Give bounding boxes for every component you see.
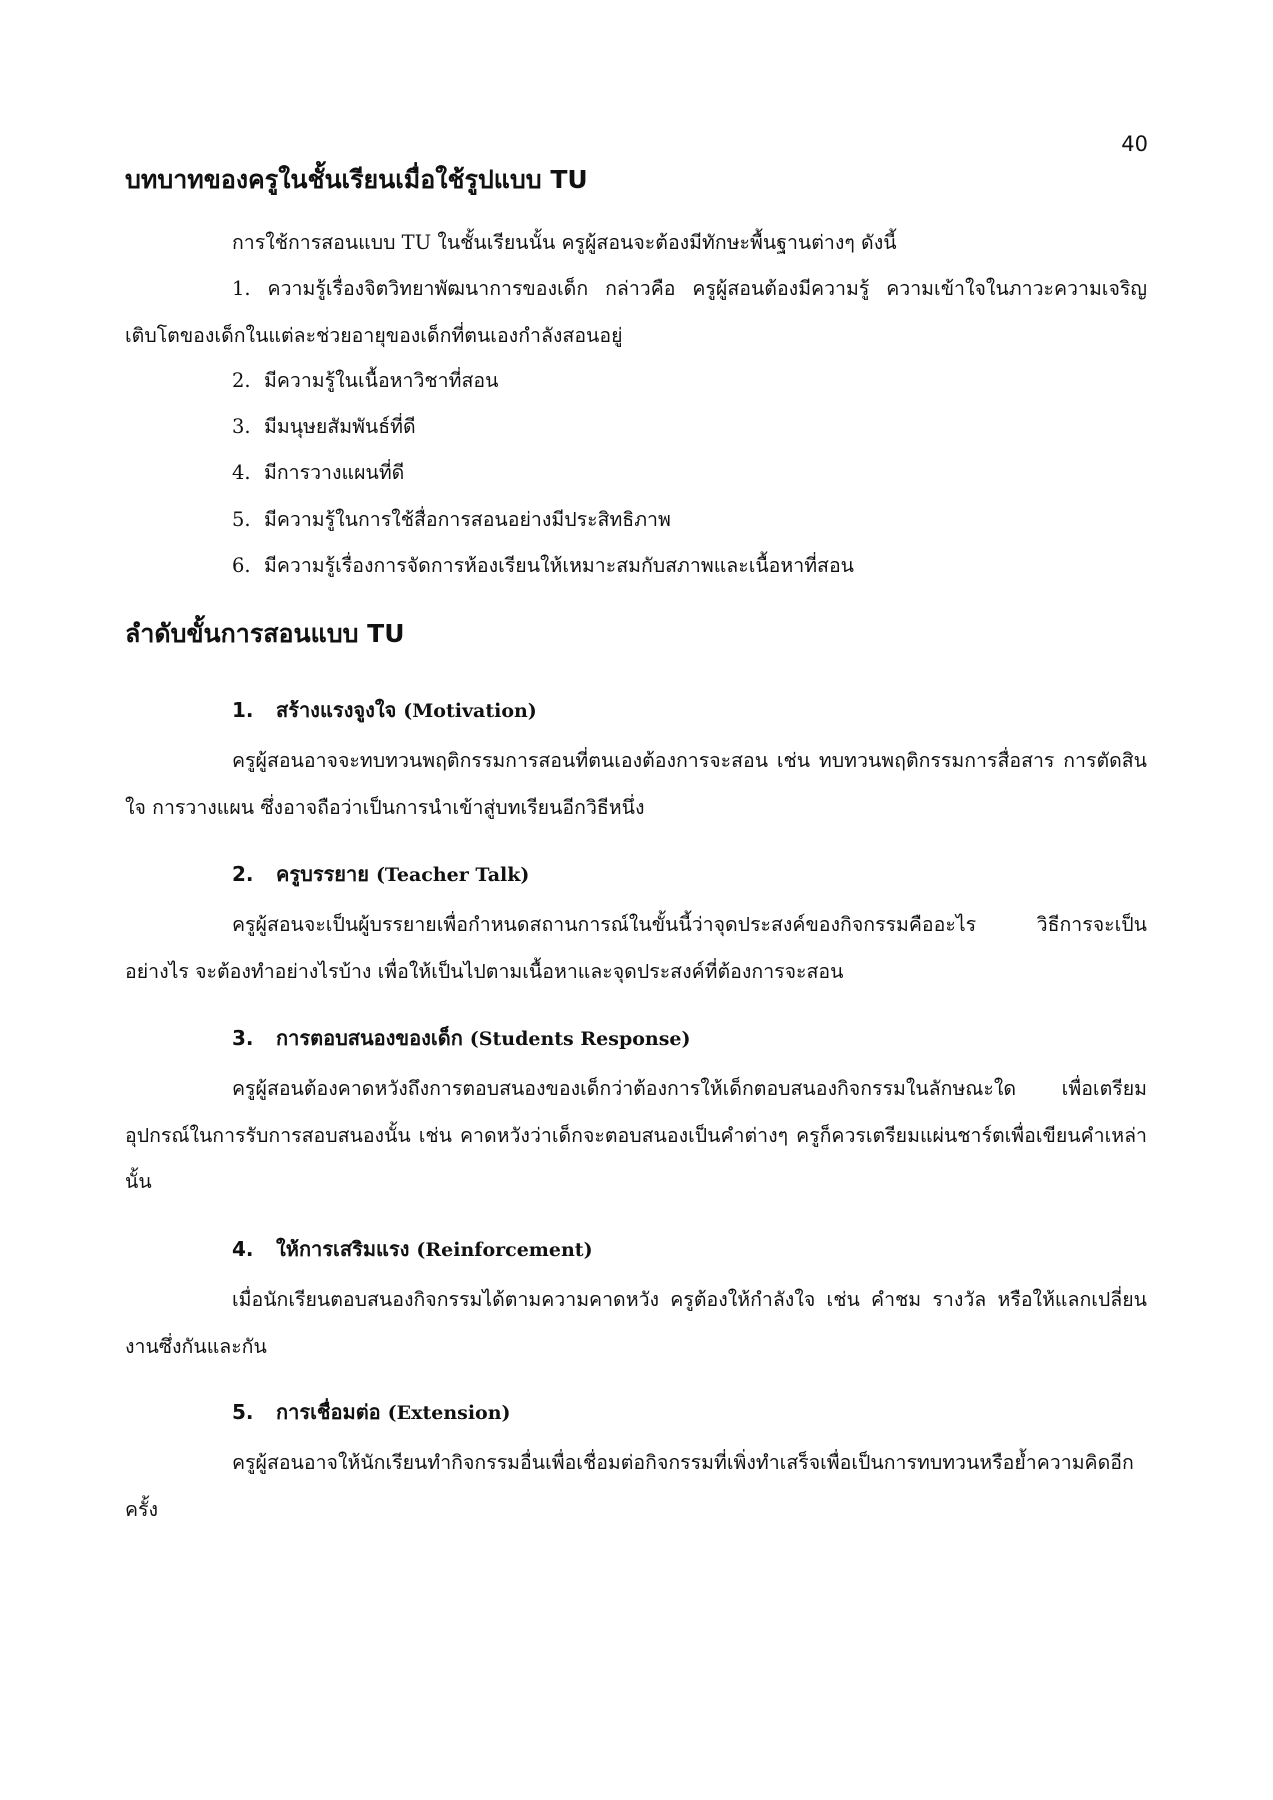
step-paragraph-1: ครูผู้สอนอาจจะทบทวนพฤติกรรมการสอนที่ตนเองต้องการจะสอน เช่น ทบทวนพฤติกรรมการสื่อสาร การตัดสินใจ การวางแผน ซึ่งอาจถือว่าเป็นการนำเข้าสู่บทเรียนอีกวิธีหนึ่ง [125,749,1147,819]
step-number: 5. [232,1400,254,1424]
step-title-en: (Extension) [387,1402,511,1424]
step-title-en: (Students Response) [469,1028,691,1050]
step-heading-5 [232,1398,511,1427]
step-title-th: ครูบรรยาย [276,862,369,886]
step-title-th: การเชื่อมต่อ [276,1400,381,1424]
step-paragraph-4: เมื่อนักเรียนตอบสนองกิจกรรมได้ตามความคาดหวัง ครูต้องให้กำลังใจ เช่น คำชม รางวัล หรือให้แลกเปลี่ยนงานซึ่งกันและกัน [125,1288,1147,1358]
step-paragraph-5: ครูผู้สอนอาจให้นักเรียนทำกิจกรรมอื่นเพื่อเชื่อมต่อกิจกรรมที่เพิ่งทำเสร็จเพื่อเป็นการทบทวนหรือย้ำความคิดอีกครั้ง [125,1451,1134,1521]
list-item-number: 2. [232,369,251,392]
intro-paragraph: การใช้การสอนแบบ TU ในชั้นเรียนนั้น ครูผู้สอนจะต้องมีทักษะพื้นฐานต่างๆ ดังนี้ [232,231,897,254]
list-item-5 [232,505,671,535]
list-item-4 [232,458,404,488]
step-number: 3. [232,1026,254,1050]
step-paragraph-3: ครูผู้สอนต้องคาดหวังถึงการตอบสนองของเด็กว่าต้องการให้เด็กตอบสนองกิจกรรมในลักษณะใด เพื่อเตรียมอุปกรณ์ในการรับการสอบสนองนั้น เช่น คาดหวังว่าเด็กจะตอบสนองเป็นคำต่างๆ ครูก็ควรเตรียมแผ่นชาร์ตเพื่อเขียนคำเหล่านั้น [125,1077,1147,1193]
list-item-3 [232,412,416,442]
step-number: 4. [232,1237,254,1261]
step-title-en: (Reinforcement) [416,1239,593,1261]
step-title-th: การตอบสนองของเด็ก [276,1026,463,1050]
list-item-text: มีความรู้ในการใช้สื่อการสอนอย่างมีประสิทธิภาพ [264,508,671,531]
step-paragraph-2: ครูผู้สอนจะเป็นผู้บรรยายเพื่อกำหนดสถานการณ์ในขั้นนี้ว่าจุดประสงค์ของกิจกรรมคืออะไร วิธีการจะเป็นอย่างไร จะต้องทำอย่างไรบ้าง เพื่อให้เป็นไปตามเนื้อหาและจุดประสงค์ที่ต้องการจะสอน [125,913,1147,983]
list-item-number: 4. [232,461,251,484]
list-item-text: ความรู้เรื่องจิตวิทยาพัฒนาการของเด็ก กล่าวคือ ครูผู้สอนต้องมีความรู้ ความเข้าใจในภาวะความเจริญเติบโตของเด็กในแต่ละช่วยอายุของเด็กที่ตนเองกำลังสอนอยู่ [125,277,1147,347]
list-item-number: 1. [232,277,251,300]
step-number: 2. [232,862,254,886]
step-heading-2 [232,860,529,889]
list-item-1 [125,266,1147,359]
list-item-number: 6. [232,554,251,577]
list-item-2 [232,366,498,396]
section-heading-teacher-role: บทบาทของครูในชั้นเรียนเมื่อใช้รูปแบบ TU [125,165,588,194]
list-item-text: มีความรู้เรื่องการจัดการห้องเรียนให้เหมาะสมกับสภาพและเนื้อหาที่สอน [264,554,854,577]
list-item-text: มีมนุษยสัมพันธ์ที่ดี [264,415,416,438]
step-title-th: สร้างแรงจูงใจ [276,698,397,722]
step-title-th: ให้การเสริมแรง [276,1237,410,1261]
step-title-en: (Motivation) [403,700,537,722]
section-heading-steps: ลำดับขั้นการสอนแบบ TU [125,619,405,648]
list-item-text: มีความรู้ในเนื้อหาวิชาที่สอน [264,369,499,392]
page-number: 40 [1121,132,1148,156]
step-heading-3 [232,1024,691,1053]
list-item-number: 5. [232,508,251,531]
step-heading-4 [232,1235,593,1264]
list-item-number: 3. [232,415,251,438]
list-item-text: มีการวางแผนที่ดี [264,461,405,484]
step-title-en: (Teacher Talk) [375,864,530,886]
list-item-6 [232,551,854,581]
step-number: 1. [232,698,254,722]
step-heading-1 [232,696,537,725]
